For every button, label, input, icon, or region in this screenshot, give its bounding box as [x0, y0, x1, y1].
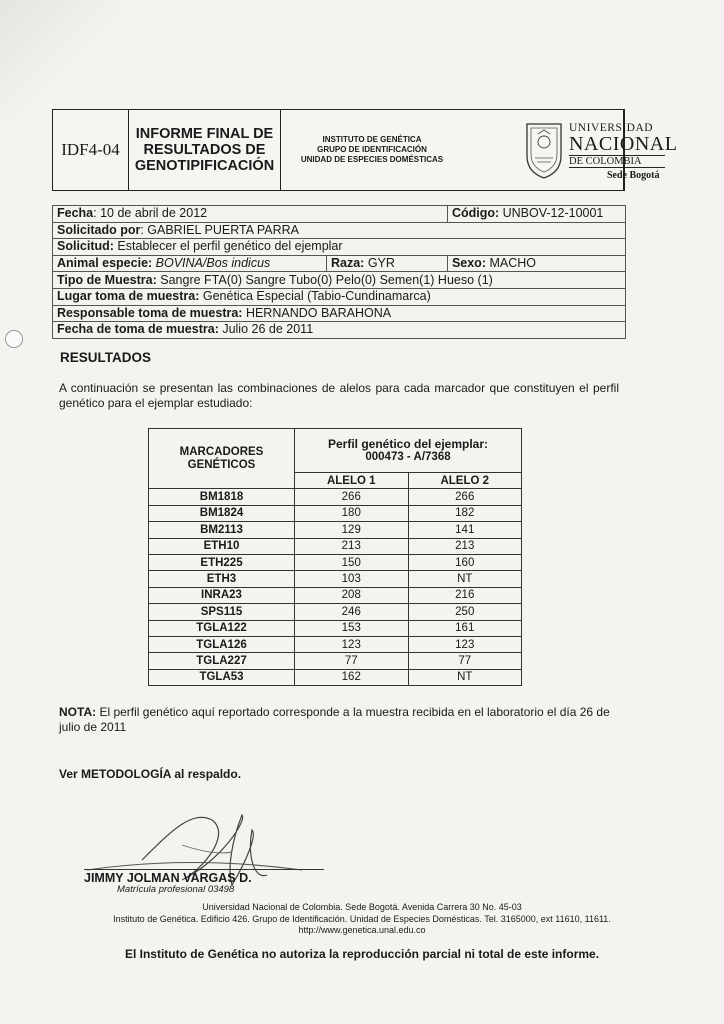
table-row	[149, 636, 522, 652]
especie-label: Animal especie:	[57, 256, 153, 271]
codigo-label: Código:	[451, 206, 500, 221]
table-row	[149, 505, 522, 521]
lugar-value: Genética Especial (Tabio-Cundinamarca)	[199, 289, 431, 304]
university-shield-icon	[523, 120, 565, 180]
solicitud-label: Solicitud:	[57, 239, 114, 254]
table-row	[149, 587, 522, 603]
profile-id: 000473 - A/7368	[365, 451, 451, 463]
allele-1-value: 77	[295, 653, 409, 669]
profile-rows	[149, 489, 522, 686]
allele-1-value: 180	[295, 505, 409, 521]
sexo-label: Sexo:	[451, 256, 486, 271]
allele-1-value: 103	[295, 571, 409, 587]
allele-1-value: 213	[295, 538, 409, 554]
info-row-solicitado	[53, 222, 626, 239]
allele-1-header: ALELO 1	[295, 473, 409, 489]
methodology-note: Ver METODOLOGÍA al respaldo.	[59, 767, 242, 781]
allele-2-value: 141	[408, 522, 522, 538]
especie-value: BOVINA/Bos indicus	[152, 256, 271, 271]
footer-website: http://www.genetica.unal.edu.co	[298, 925, 426, 935]
title-line-1: INFORME FINAL DE	[135, 126, 274, 142]
marker-name: INRA23	[149, 587, 295, 603]
allele-2-value: NT	[408, 571, 522, 587]
info-row-lugar	[53, 288, 626, 305]
responsable-label: Responsable toma de muestra:	[57, 305, 243, 320]
info-row-especie	[53, 255, 626, 272]
codigo-value: UNBOV-12-10001	[499, 206, 604, 221]
footer-address: Universidad Nacional de Colombia. Sede Bogotá. Avenida Carrera 30 No. 45-03	[202, 902, 522, 912]
fecha-toma-value: Julio 26 de 2011	[218, 322, 314, 337]
document-code: IDF4-04	[53, 110, 129, 190]
allele-2-value: 213	[408, 538, 522, 554]
info-row-fecha	[53, 206, 626, 223]
solicitud-value: Establecer el perfil genético del ejemplar	[113, 239, 343, 254]
solicitado-label: Solicitado por	[57, 222, 141, 237]
punch-hole	[5, 330, 23, 348]
note-block	[59, 705, 619, 735]
tipo-value: Sangre FTA(0) Sangre Tubo(0) Pelo(0) Semen(1) Hueso (1)	[156, 272, 493, 287]
footer-disclaimer: El Instituto de Genética no autoriza la reproducción parcial ni total de este informe.	[124, 947, 600, 961]
institute-line-1: INSTITUTO DE GENÉTICA	[322, 135, 422, 144]
fecha-label: Fecha	[57, 206, 94, 221]
table-row	[149, 538, 522, 554]
allele-2-value: 160	[408, 554, 522, 570]
solicitado-value: : GABRIEL PUERTA PARRA	[140, 222, 299, 237]
marker-name: ETH10	[149, 538, 295, 554]
title-line-2: RESULTADOS DE	[143, 142, 266, 158]
marker-name: TGLA227	[149, 653, 295, 669]
genetic-profile-table	[148, 428, 522, 686]
profile-title: Perfil genético del ejemplar:	[327, 437, 489, 451]
profile-header	[295, 429, 522, 473]
paper-shadow	[0, 0, 120, 120]
institute-line-2: GRUPO DE IDENTIFICACIÓN	[317, 145, 427, 154]
allele-2-value: 161	[408, 620, 522, 636]
allele-2-value: 182	[408, 505, 522, 521]
note-label: NOTA:	[59, 705, 97, 719]
marker-name: BM1824	[149, 505, 295, 521]
table-row	[149, 604, 522, 620]
results-heading: RESULTADOS	[60, 350, 151, 365]
responsable-value: HERNANDO BARAHONA	[242, 305, 392, 320]
profile-header-row	[149, 429, 522, 473]
allele-1-value: 208	[295, 587, 409, 603]
allele-1-value: 266	[295, 489, 409, 505]
university-line-1: UNIVERSIDAD	[569, 122, 654, 134]
university-line-2: NACIONAL	[569, 133, 678, 155]
marker-name: SPS115	[149, 604, 295, 620]
marker-name: BM1818	[149, 489, 295, 505]
raza-label: Raza:	[331, 256, 365, 271]
allele-2-value: 266	[408, 489, 522, 505]
table-row	[149, 669, 522, 685]
table-row	[149, 489, 522, 505]
university-logo	[523, 118, 678, 184]
footer-contact: Instituto de Genética. Edificio 426. Grupo de Identificación. Unidad de Especies Domésticas. Tel. 3165000, ext 11610, 11611.	[113, 914, 611, 924]
sample-info-table	[52, 205, 626, 339]
info-row-solicitud	[53, 239, 626, 256]
allele-2-header: ALELO 2	[408, 473, 522, 489]
sexo-value: MACHO	[485, 256, 536, 271]
table-row	[149, 620, 522, 636]
report-title	[129, 110, 281, 190]
tipo-label: Tipo de Muestra:	[57, 272, 157, 287]
allele-2-value: NT	[408, 669, 522, 685]
signer-name: JIMMY JOLMAN VARGAS D.	[84, 869, 324, 885]
allele-1-value: 129	[295, 522, 409, 538]
institute-line-3: UNIDAD DE ESPECIES DOMÉSTICAS	[300, 155, 444, 164]
info-row-responsable	[53, 305, 626, 322]
info-row-tipo	[53, 272, 626, 289]
table-row	[149, 522, 522, 538]
info-row-fecha-toma	[53, 322, 626, 339]
table-row	[149, 571, 522, 587]
marker-name: TGLA126	[149, 636, 295, 652]
marker-name: ETH3	[149, 571, 295, 587]
university-campus: Sede Bogotá	[607, 170, 660, 181]
report-header	[52, 109, 678, 191]
signer-license: Matrícula profesional 03498	[117, 884, 235, 895]
markers-column-header: MARCADORES GENÉTICOS	[149, 429, 295, 489]
note-text: El perfil genético aquí reportado corresponde a la muestra recibida en el laboratorio el día 26 de julio de 2011	[59, 705, 610, 734]
title-line-3: GENOTIPIFICACIÓN	[134, 158, 275, 174]
allele-2-value: 216	[408, 587, 522, 603]
table-row	[149, 554, 522, 570]
allele-1-value: 153	[295, 620, 409, 636]
allele-2-value: 123	[408, 636, 522, 652]
university-line-3: DE COLOMBIA	[569, 155, 665, 168]
marker-name: BM2113	[149, 522, 295, 538]
raza-value: GYR	[364, 256, 395, 271]
allele-1-value: 150	[295, 554, 409, 570]
marker-name: TGLA53	[149, 669, 295, 685]
lugar-label: Lugar toma de muestra:	[57, 289, 200, 304]
results-intro: A continuación se presentan las combinaciones de alelos para cada marcador que constituyen el perfil genético para el ejemplar estudiado:	[59, 381, 619, 410]
marker-name: TGLA122	[149, 620, 295, 636]
marker-name: ETH225	[149, 554, 295, 570]
allele-1-value: 162	[295, 669, 409, 685]
allele-2-value: 250	[408, 604, 522, 620]
table-row	[149, 653, 522, 669]
allele-2-value: 77	[408, 653, 522, 669]
allele-1-value: 246	[295, 604, 409, 620]
fecha-toma-label: Fecha de toma de muestra:	[57, 322, 219, 337]
fecha-value: : 10 de abril de 2012	[93, 206, 208, 221]
allele-1-value: 123	[295, 636, 409, 652]
